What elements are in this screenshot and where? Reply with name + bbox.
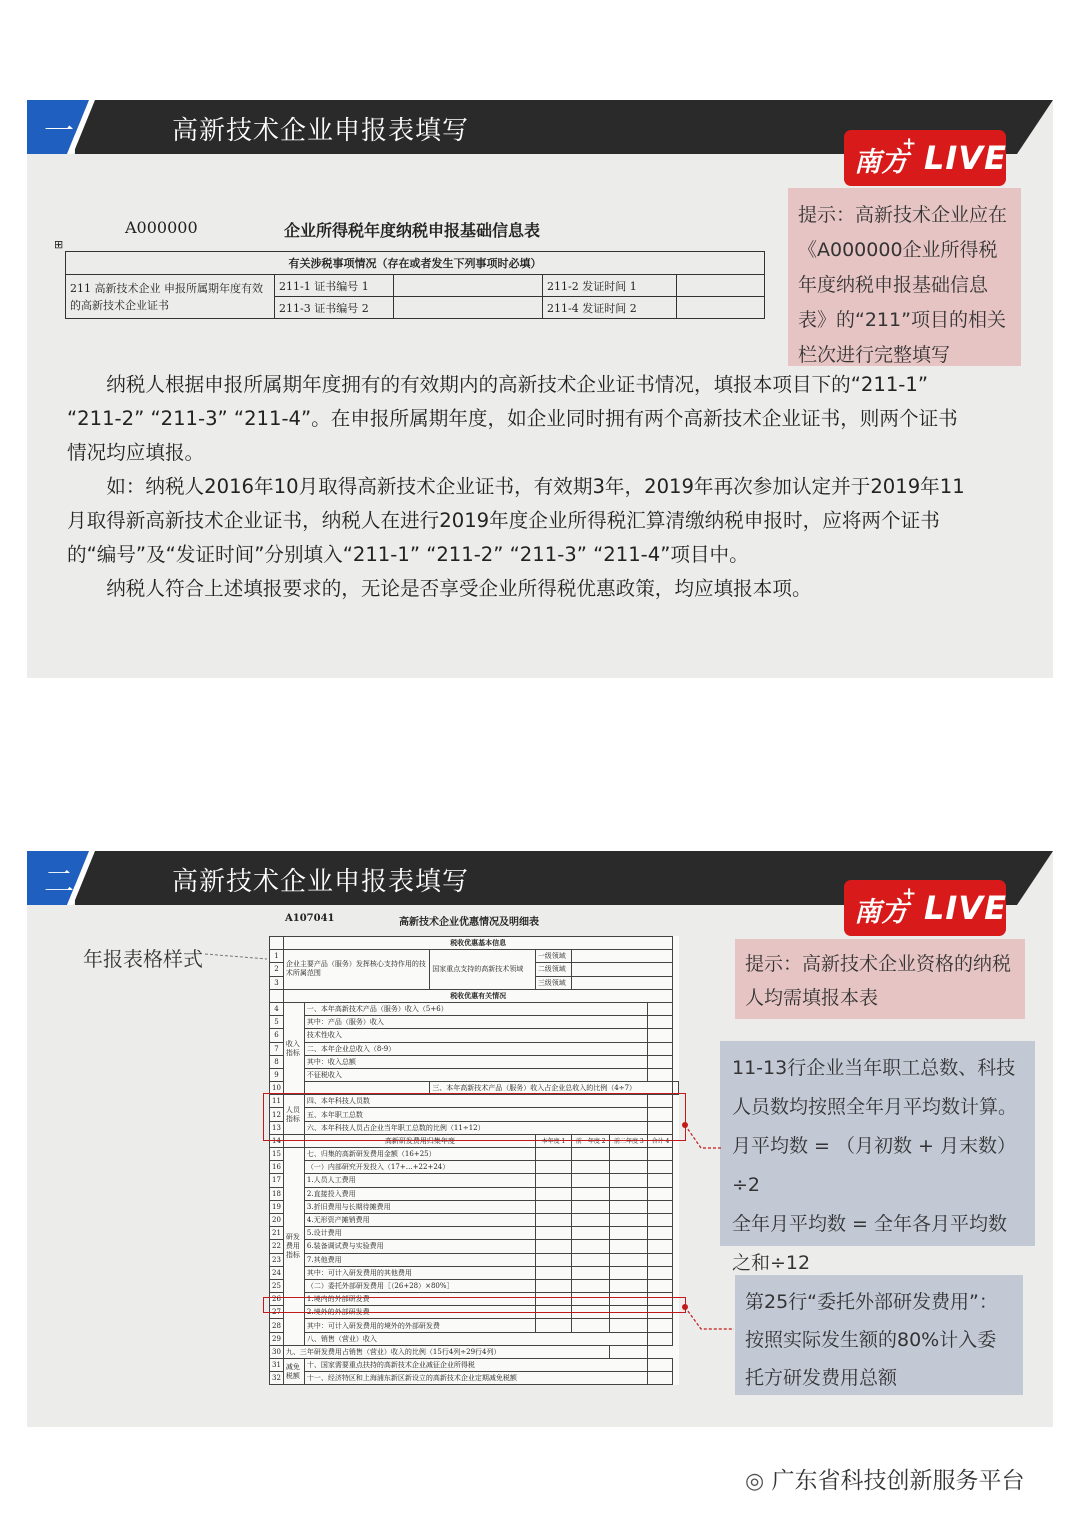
row-number: 27: [270, 1306, 284, 1319]
group-label: 人员指标: [283, 1095, 304, 1135]
slide-title: 高新技术企业申报表填写: [172, 867, 470, 897]
table-style-label: 年报表格样式: [83, 947, 203, 971]
table-row: [270, 1332, 679, 1345]
table-row: [270, 1161, 679, 1174]
watermark: ◎ 广东省科技创新服务平台: [745, 1468, 1025, 1494]
row-number: 7: [270, 1042, 284, 1055]
row-label: 企业主要产品（服务）发挥核心支持作用的技术所属范围: [283, 950, 429, 990]
row-text: 3.折旧费用与长期待摊费用: [304, 1200, 535, 1213]
row-number: 12: [270, 1108, 284, 1121]
level-label: 三级领域: [535, 976, 571, 989]
table-row: [270, 1148, 679, 1161]
table-section-header: 税收优惠基本信息: [283, 937, 673, 950]
paragraph: 纳税人符合上述填报要求的，无论是否享受企业所得税优惠政策，均应填报本项。: [106, 577, 812, 600]
row-text: 4.无形资产摊销费用: [304, 1213, 535, 1226]
row-text: 六、本年科技人员占企业当年职工总数的比例（11÷12）: [304, 1121, 648, 1134]
row-number: 14: [270, 1134, 284, 1147]
table-section-header: 有关涉税事项情况（存在或者发生下列事项时必填）: [66, 252, 765, 275]
row-number: 6: [270, 1029, 284, 1042]
note-line: 月平均数 = （月初数 + 月末数）÷2: [732, 1135, 1016, 1196]
row-number: 10: [270, 1082, 284, 1095]
table-row: [270, 1319, 679, 1332]
highlight-row-25: [263, 1297, 686, 1313]
row-text: 一、本年高新技术产品（服务）收入（5+6）: [304, 1002, 648, 1015]
row-text: 1.人员人工费用: [304, 1174, 535, 1187]
table-row: [270, 1174, 679, 1187]
form-code: A107041: [285, 913, 335, 924]
table-row: [270, 1240, 679, 1253]
row-label: 国家重点支持的高新技术领域: [430, 950, 536, 990]
slide-2: [27, 851, 1053, 1427]
table-row: [270, 1213, 679, 1226]
table-row: [270, 1227, 679, 1240]
row-number: 26: [270, 1293, 284, 1306]
level-label: 二级领域: [535, 963, 571, 976]
basic-info-table: [65, 251, 765, 319]
table-row: [270, 1002, 679, 1015]
row-number: 22: [270, 1240, 284, 1253]
nanfang-live-logo: 南方 + LIVE: [844, 880, 1006, 936]
row-number: 18: [270, 1187, 284, 1200]
section-number: 二: [44, 865, 74, 900]
form-code: A000000: [125, 218, 198, 237]
form-title: 高新技术企业优惠情况及明细表: [399, 917, 539, 928]
table-row: [270, 1279, 679, 1292]
table-row: [270, 1042, 679, 1055]
row-text: 其中：收入总额: [304, 1055, 648, 1068]
row-text: 技术性收入: [304, 1029, 648, 1042]
table-row: [270, 1359, 679, 1372]
table-row: [270, 1253, 679, 1266]
row-text: 1.境内的外部研发费: [304, 1293, 535, 1306]
table-row: [270, 1200, 679, 1213]
row-number: 25: [270, 1279, 284, 1292]
wechat-icon: ◎: [745, 1469, 765, 1494]
group-label: 收入指标: [283, 1002, 304, 1094]
note-line: 全年月平均数 = 全年各月平均数之和÷12: [732, 1213, 1007, 1274]
nanfang-live-logo: 南方 + LIVE: [844, 130, 1006, 186]
preferential-details-table: [269, 936, 679, 1385]
table-row: [270, 1372, 679, 1385]
row-number: 1: [270, 950, 284, 963]
table-section-header: 税收优惠有关情况: [283, 989, 673, 1002]
row-number: 2: [270, 963, 284, 976]
slide-title: 高新技术企业申报表填写: [172, 116, 470, 146]
group-label: 减免税额: [283, 1359, 304, 1385]
row-text: 5.设计费用: [304, 1227, 535, 1240]
row-text: 7.其他费用: [304, 1253, 535, 1266]
table-row: [270, 1266, 679, 1279]
section-number: 一: [44, 114, 74, 149]
row-text: 三、本年高新技术产品（服务）收入占企业总收入的比例（4÷7）: [430, 1082, 673, 1095]
row-number: 23: [270, 1253, 284, 1266]
paragraph: 如：纳税人2016年10月取得高新技术企业证书，有效期3年，2019年再次参加认定并于2019年11月取得新高新技术企业证书，纳税人在进行2019年度企业所得税汇算清缴纳税申报时，应将两个证书的“编号”及“发证时间”分别填入“211-1” “211-2” “211-3” “211-4”项目中。: [67, 475, 965, 566]
row-number: 15: [270, 1148, 284, 1161]
row-number: 29: [270, 1332, 284, 1345]
row-text: 七、归集的高新研发费用金额（16+25）: [304, 1148, 535, 1161]
cell-211-4: 211-4 发证时间 2: [543, 297, 677, 319]
tip-box: 提示：高新技术企业资格的纳税人均需填报本表: [735, 939, 1025, 1019]
row-text: 十一、经济特区和上海浦东新区新设立的高新技术企业定期减免税额: [304, 1372, 648, 1385]
row-text: 不征税收入: [304, 1068, 648, 1081]
row-number: 20: [270, 1213, 284, 1226]
row-number: 31: [270, 1359, 284, 1372]
row-number: 8: [270, 1055, 284, 1068]
row-number: 11: [270, 1095, 284, 1108]
row-number: 24: [270, 1266, 284, 1279]
row-text: （一）内部研究开发投入（17+…+22+24）: [304, 1161, 535, 1174]
col-header: 合计 4: [648, 1134, 673, 1147]
row-number: 17: [270, 1174, 284, 1187]
group-label: 研发费用指标: [283, 1148, 304, 1346]
level-label: 一级领域: [535, 950, 571, 963]
body-text: [67, 368, 967, 606]
col-header: 本年度 1: [535, 1134, 571, 1147]
table-row: [270, 1016, 679, 1029]
row-text: 高新研发费用归集年度: [304, 1134, 535, 1147]
row-number: 16: [270, 1161, 284, 1174]
row-text: 其中：可计入研发费用的境外的外部研发费: [304, 1319, 535, 1332]
slide-1: [27, 100, 1053, 678]
row-number: 30: [270, 1345, 284, 1358]
row-text: 其中：可计入研发费用的其他费用: [304, 1266, 535, 1279]
row-text: （二）委托外部研发费用［（26+28）×80%］: [304, 1279, 535, 1292]
table-row: [270, 1029, 679, 1042]
table-row: [270, 1055, 679, 1068]
row-number: 28: [270, 1319, 284, 1332]
form-title: 企业所得税年度纳税申报基础信息表: [284, 221, 541, 240]
row-text: 八、销售（营业）收入: [304, 1332, 648, 1345]
row-text: 6.装备调试费与实验费用: [304, 1240, 535, 1253]
row-number: 19: [270, 1200, 284, 1213]
row-label: 211 高新技术企业 申报所属期年度有效的高新技术企业证书: [66, 275, 275, 319]
cell-211-3: 211-3 证书编号 2: [275, 297, 394, 319]
rd-fee-note: 第25行“委托外部研发费用”：按照实际发生额的80%计入委托方研发费用总额: [735, 1275, 1023, 1395]
row-number: 13: [270, 1121, 284, 1134]
table-row: [270, 1187, 679, 1200]
row-number: 5: [270, 1016, 284, 1029]
highlight-rows-11-13: [263, 1093, 686, 1141]
note-line: 11-13行企业当年职工总数、科技人员数均按照全年月平均数计算。: [732, 1057, 1018, 1118]
row-number: 9: [270, 1068, 284, 1081]
row-number: 21: [270, 1227, 284, 1240]
paragraph: 纳税人根据申报所属期年度拥有的有效期内的高新技术企业证书情况，填报本项目下的“211-1” “211-2” “211-3” “211-4”。在申报所属期年度，如企业同时拥有两个高新技术企业证书，则两个证书情况均应填报。: [67, 373, 958, 464]
cell-211-2: 211-2 发证时间 1: [543, 275, 677, 297]
row-text: 九、三年研发费用占销售（营业）收入的比例（15行4列÷29行4列）: [283, 1345, 609, 1358]
row-text: 2.境外的外部研发费: [304, 1306, 535, 1319]
tip-box: 提示：高新技术企业应在《A000000企业所得税年度纳税申报基础信息表》的“211”项目的相关栏次进行完整填写: [788, 188, 1021, 366]
cell-211-1: 211-1 证书编号 1: [275, 275, 394, 297]
row-text: 五、本年职工总数: [304, 1108, 648, 1121]
row-number: 32: [270, 1372, 284, 1385]
row-number: 3: [270, 976, 284, 989]
col-header: 前二年度 3: [610, 1134, 648, 1147]
table-row: [270, 1345, 679, 1358]
row-text: 2.直接投入费用: [304, 1187, 535, 1200]
row-text: 其中：产品（服务）收入: [304, 1016, 648, 1029]
row-text: 十、国家需要重点扶持的高新技术企业减征企业所得税: [304, 1359, 648, 1372]
row-number: 4: [270, 1002, 284, 1015]
expand-icon: ⊞: [54, 238, 64, 251]
table-row: [270, 1068, 679, 1081]
row-text: 四、本年科技人员数: [304, 1095, 648, 1108]
col-header: 前一年度 2: [572, 1134, 610, 1147]
row-text: 二、本年企业总收入（8-9）: [304, 1042, 648, 1055]
